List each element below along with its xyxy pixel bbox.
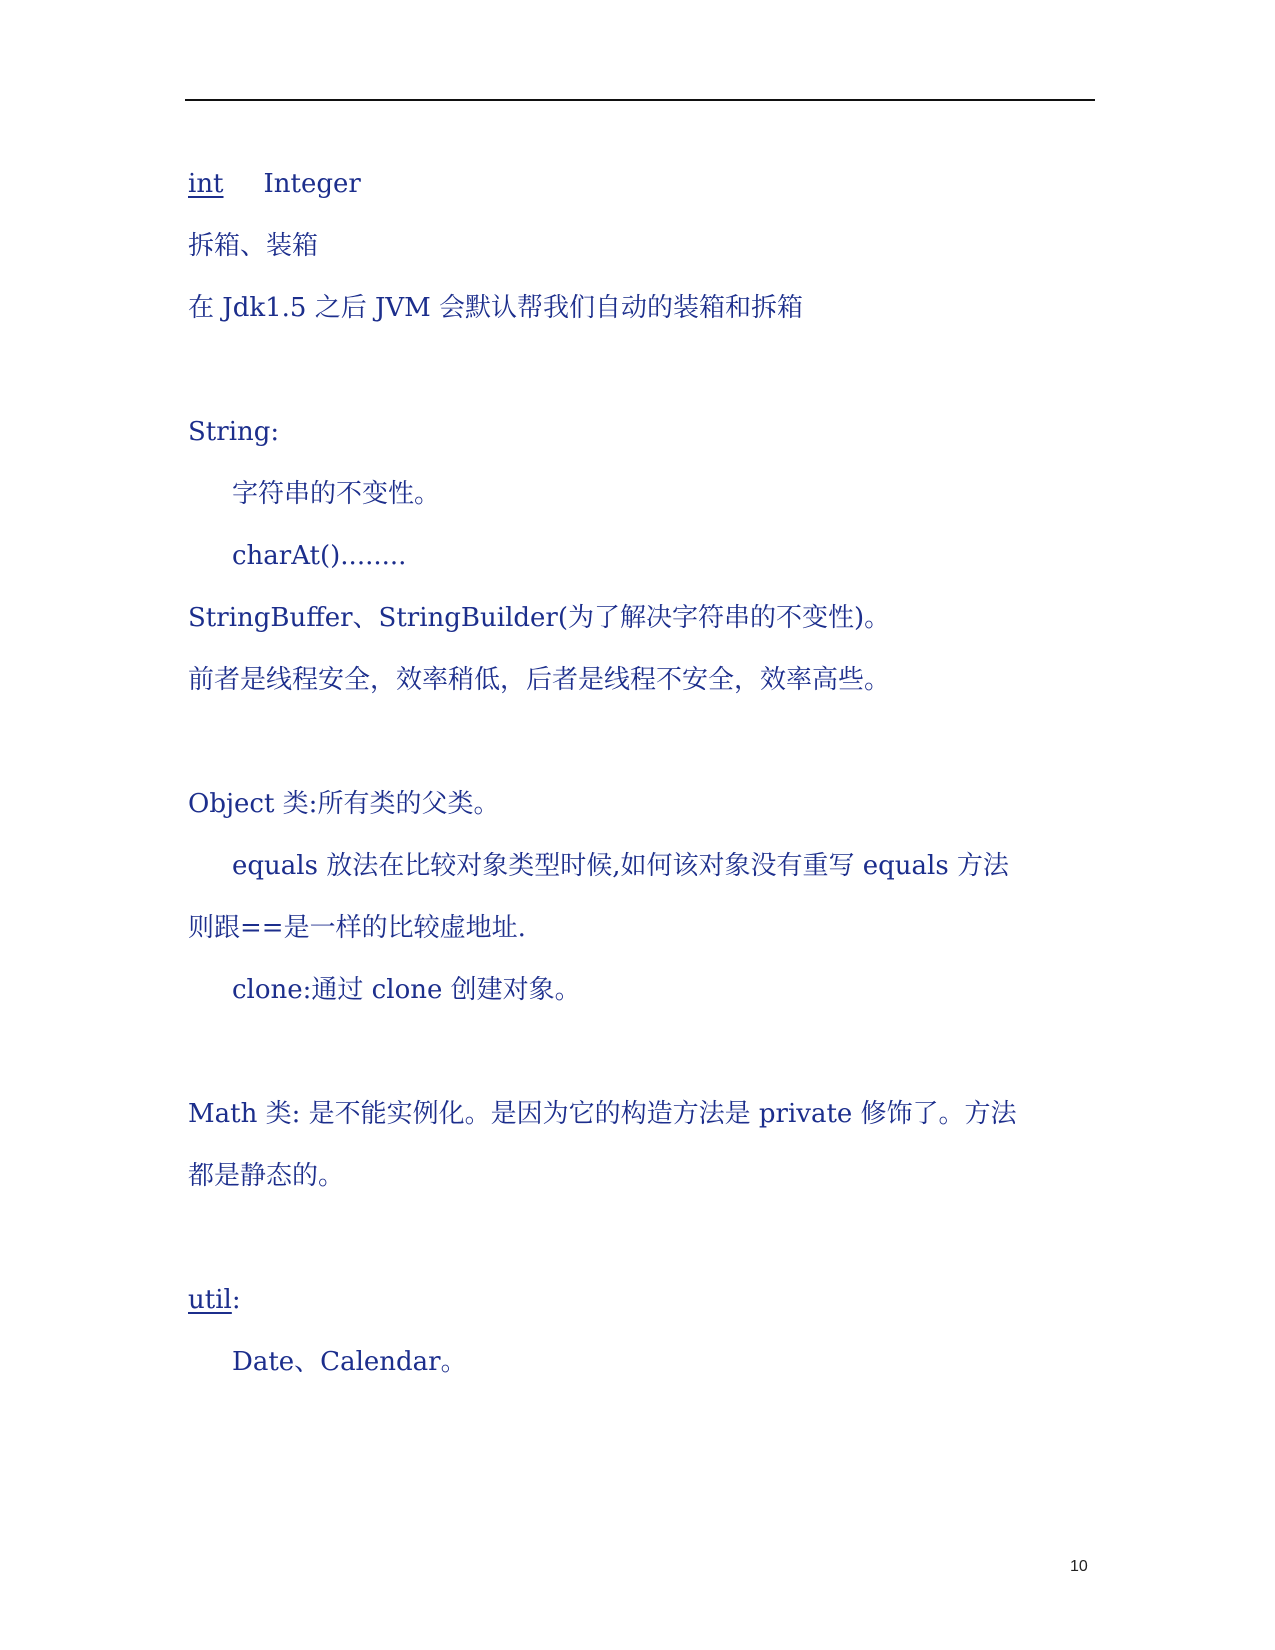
line-object-heading: Object 类:所有类的父类。 [188,789,500,819]
header-rule [185,99,1095,101]
page-number: 10 [1070,1558,1088,1575]
line-string-immutability: 字符串的不变性。 [232,479,441,509]
line-equals-cont: 则跟==是一样的比较虚地址. [188,913,526,943]
line-util-heading [188,1283,241,1317]
line-math: Math 类: 是不能实例化。是因为它的构造方法是 private 修饰了。方法 [188,1099,1017,1129]
keyword-util: util [188,1285,232,1315]
line-date-calendar: Date、Calendar。 [232,1347,467,1377]
line-math-cont: 都是静态的。 [188,1161,345,1191]
line-equals: equals 放法在比较对象类型时候,如何该对象没有重写 equals 方法 [232,851,1009,881]
line-stringbuffer: StringBuffer、StringBuilder(为了解决字符串的不变性)。 [188,603,891,633]
keyword-integer: Integer [263,169,361,199]
line-autoboxing: 在 Jdk1.5 之后 JVM 会默认帮我们自动的装箱和拆箱 [188,293,804,323]
line-int-integer [188,167,361,201]
line-string-heading: String: [188,417,280,447]
line-charat: charAt()........ [232,541,407,571]
line-boxing: 拆箱、装箱 [188,231,319,261]
keyword-int: int [188,169,224,199]
colon: : [231,1285,241,1315]
line-thread-safety: 前者是线程安全，效率稍低，后者是线程不安全，效率高些。 [188,665,891,695]
line-clone: clone:通过 clone 创建对象。 [232,975,581,1005]
